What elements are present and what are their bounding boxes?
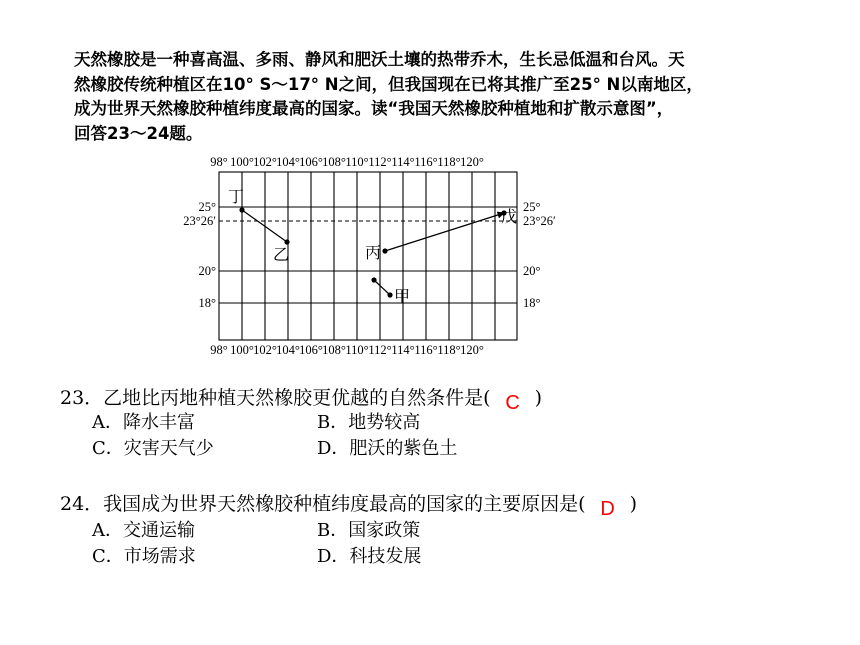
intro-line: 然橡胶传统种植区在10° S～17° N之间，但我国现在已将其推广至25° N以南地区， (74, 74, 703, 94)
place-label-bing: 丙 (365, 243, 382, 262)
route-jia (374, 280, 390, 295)
place-label-ding: 丁 (228, 187, 245, 206)
question-24-stem (60, 492, 638, 520)
option-row (92, 410, 542, 436)
option-row (92, 544, 542, 570)
lon-label: 104° (276, 155, 300, 169)
close-paren: ) (534, 387, 543, 409)
lon-label: 116° (414, 343, 438, 357)
lat-label: 23°26′ (183, 214, 216, 228)
lon-label: 98° (210, 343, 228, 357)
option-row (92, 518, 542, 544)
intro-paragraph (74, 48, 794, 146)
lon-label: 110° (345, 155, 369, 169)
rubber-plantation-map (170, 150, 590, 365)
question-23-stem (60, 386, 543, 414)
lon-label: 104° (276, 343, 300, 357)
lon-label: 102° (253, 343, 277, 357)
option-b: B．地势较高 (317, 412, 421, 433)
lon-label: 102° (253, 155, 277, 169)
answer-blank (586, 492, 630, 520)
question-text: 23．乙地比丙地种植天然橡胶更优越的自然条件是( (60, 387, 491, 409)
lon-label: 114° (391, 343, 415, 357)
longitude-labels-top (210, 155, 484, 169)
option-d: D．肥沃的紫色土 (317, 438, 458, 459)
point-yi (284, 239, 289, 244)
latitude-labels-right (523, 200, 556, 310)
question-24-options (92, 518, 542, 570)
lon-label: 112° (368, 343, 392, 357)
lon-label: 100° (230, 343, 254, 357)
latitude-labels-left (183, 200, 216, 310)
lon-label: 114° (391, 155, 415, 169)
option-c: C．市场需求 (92, 546, 196, 567)
lat-label: 18° (198, 296, 216, 310)
lon-label: 106° (299, 155, 323, 169)
point-bing (382, 248, 387, 253)
lat-label: 18° (523, 296, 541, 310)
point-jia (387, 292, 392, 297)
place-label-yi: 乙 (273, 245, 290, 264)
lon-label: 118° (437, 155, 461, 169)
longitude-labels-bottom (210, 343, 484, 357)
lat-label: 20° (523, 264, 541, 278)
lon-label: 108° (322, 343, 346, 357)
lon-label: 116° (414, 155, 438, 169)
lat-label: 25° (523, 200, 541, 214)
lon-label: 108° (322, 155, 346, 169)
close-paren: ) (629, 493, 638, 515)
answer-mark: C (505, 392, 520, 414)
answer-mark: D (600, 498, 615, 520)
answer-blank (491, 386, 535, 414)
lon-label: 98° (210, 155, 228, 169)
intro-line: 天然橡胶是一种喜高温、多雨、静风和肥沃土壤的热带乔木，生长忌低温和台风。天 (74, 50, 685, 69)
lon-label: 118° (437, 343, 461, 357)
option-a: A．交通运输 (92, 520, 195, 541)
intro-line: 回答23～24题。 (74, 123, 203, 143)
point-jia-start (371, 277, 376, 282)
lon-label: 120° (460, 155, 484, 169)
lon-label: 100° (230, 155, 254, 169)
lat-label: 25° (198, 200, 216, 214)
lon-label: 112° (368, 155, 392, 169)
question-text: 24．我国成为世界天然橡胶种植纬度最高的国家的主要原因是( (60, 493, 586, 515)
option-d: D．科技发展 (317, 546, 422, 567)
lat-label: 23°26′ (523, 214, 556, 228)
place-label-wu: 戊 (501, 207, 518, 226)
lon-label: 120° (460, 343, 484, 357)
option-b: B．国家政策 (317, 520, 421, 541)
place-label-jia: 甲 (394, 287, 411, 306)
point-ding (239, 207, 244, 212)
option-row (92, 436, 542, 462)
lat-label: 20° (198, 264, 216, 278)
option-c: C．灾害天气少 (92, 438, 214, 459)
intro-line: 成为世界天然橡胶种植纬度最高的国家。读“我国天然橡胶种植地和扩散示意图”， (74, 99, 674, 118)
lon-label: 110° (345, 343, 369, 357)
question-23-options (92, 410, 542, 462)
option-a: A．降水丰富 (92, 412, 195, 433)
lon-label: 106° (299, 343, 323, 357)
